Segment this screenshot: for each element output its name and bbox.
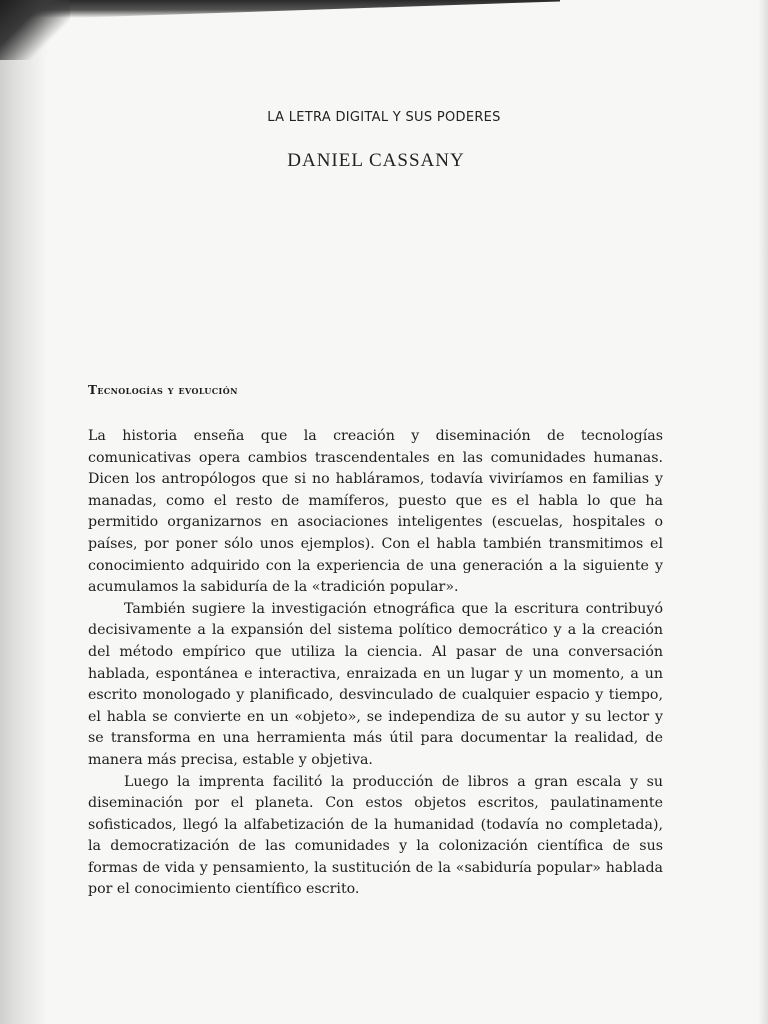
paragraph-1: La historia enseña que la creación y diseminación de tecnologías comunicativas opera cambios trascendentales en las comunidades humanas. Dicen los antropólogos que si no habláramos, todavía viviríamos en familias y manadas, como el resto de mamíferos, puesto que es el habla lo que ha permitido organizarnos en asociaciones inteligentes (escuelas, hospitales o países, por poner sólo unos ejemplos). Con el habla también transmitimos el conocimiento adquirido con la experiencia de una generación a la siguiente y acumulamos la sabiduría de la «tradición popular». <box>88 428 663 596</box>
paragraph-3: Luego la imprenta facilitó la producción de libros a gran escala y su diseminación por el planeta. Con estos objetos escritos, paulatinamente sofisticados, llegó la alfabetización de la humanidad (todavía no completada), la democratización de las comunidades y la colonización científica de sus formas de vida y pensamiento, la sustitución de la «sabiduría popular» hablada por el conocimiento científico escrito. <box>88 773 663 898</box>
running-title: LA LETRA DIGITAL Y SUS PODERES <box>267 110 501 125</box>
author-name: DANIEL CASSANY <box>287 150 465 171</box>
section-heading: Tecnologías y evolución <box>88 383 238 397</box>
scan-shadow-corner <box>0 0 70 60</box>
scan-shadow-right <box>758 0 768 1024</box>
paragraph-2: También sugiere la investigación etnográfica que la escritura contribuyó decisivamente a la expansión del sistema político democrático y a la creación del método empírico que utiliza la ciencia. Al pasar de una conversación hablada, espontánea e interactiva, enraizada en un lugar y un momento, a un escrito monologado y planificado, desvinculado de cualquier espacio y tiempo, el habla se convierte en un «objeto», se independiza de su autor y su lector y se transforma en una herramienta más útil para documentar la realidad, de manera más precisa, estable y objetiva. <box>88 600 663 768</box>
scan-shadow-top <box>0 0 560 18</box>
body-text <box>88 426 663 901</box>
